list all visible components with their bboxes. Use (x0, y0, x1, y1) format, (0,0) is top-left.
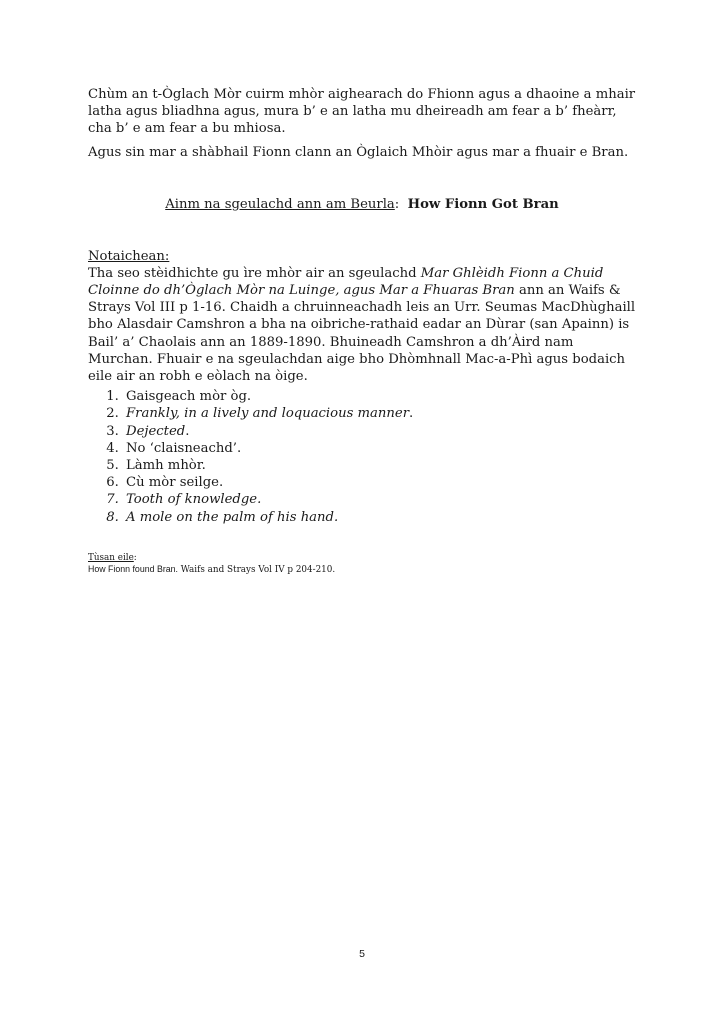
other-version-title: How Fionn found Bran. (88, 563, 178, 574)
footnote-list (88, 388, 636, 526)
english-name-label: Ainm na sgeulachd ann am Beurla (165, 196, 395, 212)
note-item-1: 1. Gaisgeach mòr òg. (123, 388, 636, 405)
english-title: How Fionn Got Bran (407, 196, 559, 212)
notes-intro-start: Tha seo stèidhichte gu ìre mhòr air an sgeulachd (88, 265, 421, 281)
other-versions-heading: Tùsan eile: (88, 552, 137, 563)
english-name-colon: : (394, 196, 400, 212)
note-item-8: 8. A mole on the palm of his hand. (123, 509, 636, 526)
paragraph-feast: Chùm an t-Òglach Mòr cuirm mhòr aighearach do Fhionn agus a dhaoine a mhair latha agus bliadhna agus, mura b’ e an latha mu dheireadh am fear a b’ fheàrr, cha b’ e am fear a bu mhiosa. (88, 87, 636, 137)
other-version-entry (88, 564, 636, 576)
other-version-source: Waifs and Strays Vol IV p 204-210. (177, 564, 336, 575)
note-item-7: 7. Tooth of knowledge. (123, 491, 636, 508)
note-item-6: 6. Cù mòr seilge. (123, 474, 636, 491)
paragraph-conclusion: Agus sin mar a shàbhail Fionn clann an Òglaich Mhòir agus mar a fhuair e Bran. (88, 144, 629, 160)
notes-intro-rest: ann an Waifs & Strays Vol III p 1-16. Chaidh a chruinneachadh leis an Urr. Seumas MacDhùghaill bho Alasdair Camshron a bha na oibriche-rathaid eadar an Dùrar (san Apainn) is Bail’ a’ Chaolais ann an 1889-1890. Bhuineadh Camshron a dh’Àird nam Murchan. Fhuair e na sgeulachdan aige bho Dhòmhnall Mac-a-Phì agus bodaich eile air an robh e eòlach na òige. (88, 283, 636, 385)
note-item-3: 3. Dejected. (123, 423, 636, 440)
note-item-4: 4. No ‘claisneachd’. (123, 440, 636, 457)
page-number: 5 (359, 948, 365, 960)
document-page (88, 86, 636, 576)
english-name-line (88, 196, 636, 213)
note-item-5: 5. Làmh mhòr. (123, 457, 636, 474)
notes-heading: Notaichean: (88, 248, 170, 264)
notes-paragraph (88, 265, 636, 385)
source-story-title: Mar Ghlèidh Fionn a Chuid Cloinne do dh’Òglach Mòr na Luinge, agus Mar a Fhuaras Bran (88, 265, 604, 299)
note-item-2: 2. Frankly, in a lively and loquacious manner. (123, 405, 636, 422)
